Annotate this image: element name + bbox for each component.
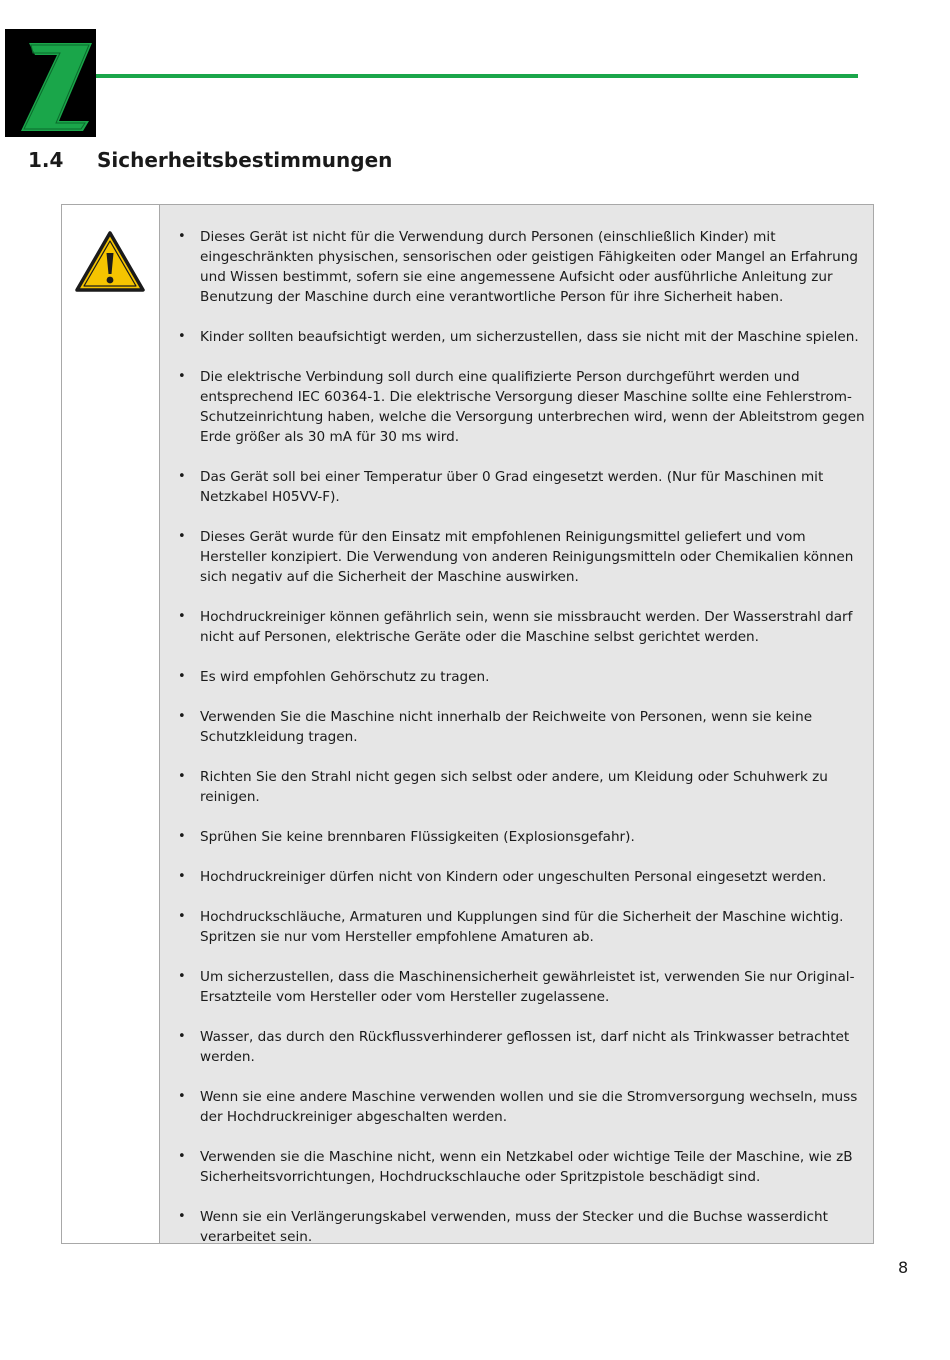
list-item: • Richten Sie den Strahl nicht gegen sich selbst oder andere, um Kleidung oder Schuhwerk zu reinigen. [200,767,868,807]
safety-list [200,227,868,1267]
list-item: • Um sicherzustellen, dass die Maschinensicherheit gewährleistet ist, verwenden Sie nur Original-Ersatzteile vom Hersteller oder vom Hersteller zugelassene. [200,967,868,1007]
warning-triangle-icon [75,231,145,293]
section-title: Sicherheitsbestimmungen [97,148,393,172]
list-item: • Es wird empfohlen Gehörschutz zu tragen. [200,667,868,687]
list-item: • Das Gerät soll bei einer Temperatur über 0 Grad eingesetzt werden. (Nur für Maschinen mit Netzkabel H05VV-F). [200,467,868,507]
section-heading [28,148,392,172]
list-item: • Verwenden sie die Maschine nicht, wenn ein Netzkabel oder wichtige Teile der Maschine, wie zB Sicherheitsvorrichtungen, Hochdruckschlauche oder Spritzpistole beschädigt sind. [200,1147,868,1187]
list-item: • Sprühen Sie keine brennbaren Flüssigkeiten (Explosionsgefahr). [200,827,868,847]
list-item: • Hochdruckreiniger können gefährlich sein, wenn sie missbraucht werden. Der Wasserstrahl darf nicht auf Personen, elektrische Geräte oder die Maschine selbst gerichtet werden. [200,607,868,647]
list-item: • Verwenden Sie die Maschine nicht innerhalb der Reichweite von Personen, wenn sie keine Schutzkleidung tragen. [200,707,868,747]
list-item: • Kinder sollten beaufsichtigt werden, um sicherzustellen, dass sie nicht mit der Maschine spielen. [200,327,868,347]
warning-icon-column [62,205,160,1243]
list-item: • Wasser, das durch den Rückflussverhinderer geflossen ist, darf nicht als Trinkwasser betrachtet werden. [200,1027,868,1067]
list-item: • Hochdruckschläuche, Armaturen und Kupplungen sind für die Sicherheit der Maschine wichtig. Spritzen sie nur vom Hersteller empfohlene Amaturen ab. [200,907,868,947]
list-item: • Die elektrische Verbindung soll durch eine qualifizierte Person durchgeführt werden und entsprechend IEC 60364-1. Die elektrische Versorgung dieser Maschine sollte eine Fehlerstrom-Schutzeinrichtung haben, welche die Versorgung unterbrechen wird, wenn der Ableitstrom gegen Erde größer als 30 mA für 30 ms wird. [200,367,868,447]
list-item: • Hochdruckreiniger dürfen nicht von Kindern oder ungeschulten Personal eingesetzt werden. [200,867,868,887]
list-item: • Dieses Gerät wurde für den Einsatz mit empfohlenen Reinigungsmittel geliefert und vom Hersteller konzipiert. Die Verwendung von anderen Reinigungsmitteln oder Chemikalien können sich negativ auf die Sicherheit der Maschine auswirken. [200,527,868,587]
header-rule [96,74,858,78]
list-item: • Wenn sie eine andere Maschine verwenden wollen und sie die Stromversorgung wechseln, muss der Hochdruckreiniger abgeschalten werden. [200,1087,868,1127]
safety-box [61,204,874,1244]
list-item: • Dieses Gerät ist nicht für die Verwendung durch Personen (einschließlich Kinder) mit eingeschränkten physischen, sensorischen oder geistigen Fähigkeiten oder Mangel an Erfahrung und Wissen bestimmt, sofern sie eine angemessene Aufsicht oder ausführliche Anleitung zur Benutzung der Maschine durch eine verantwortliche Person für ihre Sicherheit haben. [200,227,868,307]
page-number: 8 [898,1258,909,1277]
z-logo-icon [5,29,96,137]
list-item: • Wenn sie ein Verlängerungskabel verwenden, muss der Stecker und die Buchse wasserdicht verarbeitet sein. [200,1207,868,1247]
section-number: 1.4 [28,148,64,172]
